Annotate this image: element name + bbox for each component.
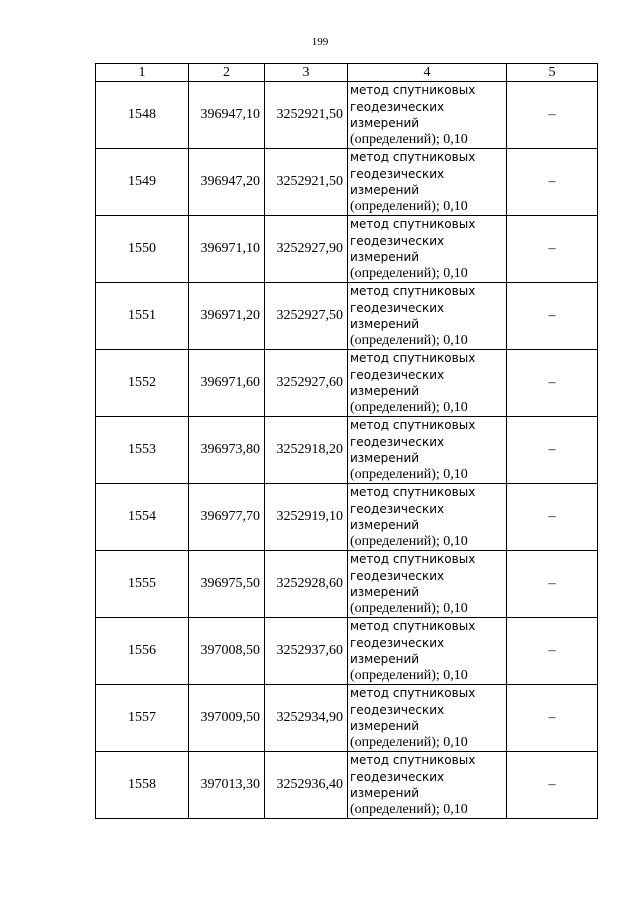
y-coordinate-cell: 3252918,20 [265, 417, 348, 484]
note-cell: – [507, 283, 598, 350]
method-line: (определений); 0,10 [350, 198, 468, 214]
x-coordinate-cell: 396947,20 [189, 149, 265, 216]
point-number-cell: 1557 [96, 685, 189, 752]
y-coordinate-cell: 3252919,10 [265, 484, 348, 551]
point-number-cell: 1555 [96, 551, 189, 618]
table-row [96, 484, 598, 551]
method-line: измерений [350, 317, 420, 331]
method-line: геодезических [350, 99, 445, 114]
method-line: измерений [350, 384, 420, 398]
note-cell: – [507, 149, 598, 216]
method-line: геодезических [350, 434, 445, 449]
table-row [96, 216, 598, 283]
point-number-cell: 1554 [96, 484, 189, 551]
header-col-2: 2 [189, 64, 265, 82]
header-row [96, 64, 598, 82]
x-coordinate-cell: 396971,20 [189, 283, 265, 350]
method-line: измерений [350, 786, 420, 800]
method-cell [348, 82, 507, 149]
point-number-cell: 1548 [96, 82, 189, 149]
method-line: (определений); 0,10 [350, 332, 468, 348]
method-line: метод спутниковых [350, 150, 476, 164]
method-cell [348, 551, 507, 618]
method-line: геодезических [350, 568, 445, 583]
method-line: измерений [350, 518, 420, 532]
method-cell [348, 283, 507, 350]
table-row [96, 551, 598, 618]
method-line: геодезических [350, 367, 445, 382]
x-coordinate-cell: 396977,70 [189, 484, 265, 551]
y-coordinate-cell: 3252936,40 [265, 752, 348, 819]
table-row [96, 82, 598, 149]
method-line: метод спутниковых [350, 619, 476, 633]
table-row [96, 417, 598, 484]
method-line: метод спутниковых [350, 686, 476, 700]
x-coordinate-cell: 396947,10 [189, 82, 265, 149]
y-coordinate-cell: 3252934,90 [265, 685, 348, 752]
point-number-cell: 1558 [96, 752, 189, 819]
method-cell [348, 618, 507, 685]
method-line: метод спутниковых [350, 418, 476, 432]
method-line: метод спутниковых [350, 83, 476, 97]
method-line: измерений [350, 116, 420, 130]
header-col-4: 4 [348, 64, 507, 82]
note-cell: – [507, 618, 598, 685]
table-row [96, 350, 598, 417]
y-coordinate-cell: 3252927,60 [265, 350, 348, 417]
method-line: метод спутниковых [350, 284, 476, 298]
table-row [96, 618, 598, 685]
method-cell [348, 417, 507, 484]
method-line: геодезических [350, 233, 445, 248]
note-cell: – [507, 82, 598, 149]
x-coordinate-cell: 396973,80 [189, 417, 265, 484]
method-line: измерений [350, 250, 420, 264]
point-number-cell: 1556 [96, 618, 189, 685]
table-row [96, 149, 598, 216]
header-col-5: 5 [507, 64, 598, 82]
y-coordinate-cell: 3252921,50 [265, 82, 348, 149]
note-cell: – [507, 350, 598, 417]
method-line: геодезических [350, 501, 445, 516]
point-number-cell: 1551 [96, 283, 189, 350]
method-line: измерений [350, 719, 420, 733]
method-line: (определений); 0,10 [350, 131, 468, 147]
method-line: измерений [350, 451, 420, 465]
point-number-cell: 1550 [96, 216, 189, 283]
y-coordinate-cell: 3252927,90 [265, 216, 348, 283]
method-line: измерений [350, 585, 420, 599]
method-line: метод спутниковых [350, 753, 476, 767]
method-cell [348, 350, 507, 417]
table-body [96, 82, 598, 819]
coordinates-table [95, 63, 598, 819]
note-cell: – [507, 551, 598, 618]
note-cell: – [507, 484, 598, 551]
method-line: геодезических [350, 300, 445, 315]
method-line: (определений); 0,10 [350, 399, 468, 415]
point-number-cell: 1553 [96, 417, 189, 484]
y-coordinate-cell: 3252927,50 [265, 283, 348, 350]
x-coordinate-cell: 396971,60 [189, 350, 265, 417]
method-line: метод спутниковых [350, 217, 476, 231]
page-number: 199 [311, 36, 329, 48]
note-cell: – [507, 685, 598, 752]
method-line: геодезических [350, 769, 445, 784]
y-coordinate-cell: 3252937,60 [265, 618, 348, 685]
y-coordinate-cell: 3252921,50 [265, 149, 348, 216]
method-line: (определений); 0,10 [350, 466, 468, 482]
point-number-cell: 1549 [96, 149, 189, 216]
method-line: измерений [350, 183, 420, 197]
table-row [96, 283, 598, 350]
method-line: геодезических [350, 166, 445, 181]
method-line: (определений); 0,10 [350, 265, 468, 281]
table-row [96, 752, 598, 819]
x-coordinate-cell: 396975,50 [189, 551, 265, 618]
point-number-cell: 1552 [96, 350, 189, 417]
method-line: (определений); 0,10 [350, 667, 468, 683]
method-cell [348, 149, 507, 216]
method-line: (определений); 0,10 [350, 801, 468, 817]
method-line: (определений); 0,10 [350, 600, 468, 616]
table-row [96, 685, 598, 752]
header-col-3: 3 [265, 64, 348, 82]
method-cell [348, 216, 507, 283]
x-coordinate-cell: 396971,10 [189, 216, 265, 283]
note-cell: – [507, 417, 598, 484]
method-line: (определений); 0,10 [350, 734, 468, 750]
method-line: (определений); 0,10 [350, 533, 468, 549]
note-cell: – [507, 216, 598, 283]
method-line: метод спутниковых [350, 485, 476, 499]
header-col-1: 1 [96, 64, 189, 82]
method-line: геодезических [350, 702, 445, 717]
y-coordinate-cell: 3252928,60 [265, 551, 348, 618]
method-line: метод спутниковых [350, 552, 476, 566]
method-line: измерений [350, 652, 420, 666]
method-cell [348, 752, 507, 819]
method-line: метод спутниковых [350, 351, 476, 365]
method-line: геодезических [350, 635, 445, 650]
x-coordinate-cell: 397009,50 [189, 685, 265, 752]
note-cell: – [507, 752, 598, 819]
x-coordinate-cell: 397013,30 [189, 752, 265, 819]
method-cell [348, 685, 507, 752]
x-coordinate-cell: 397008,50 [189, 618, 265, 685]
method-cell [348, 484, 507, 551]
